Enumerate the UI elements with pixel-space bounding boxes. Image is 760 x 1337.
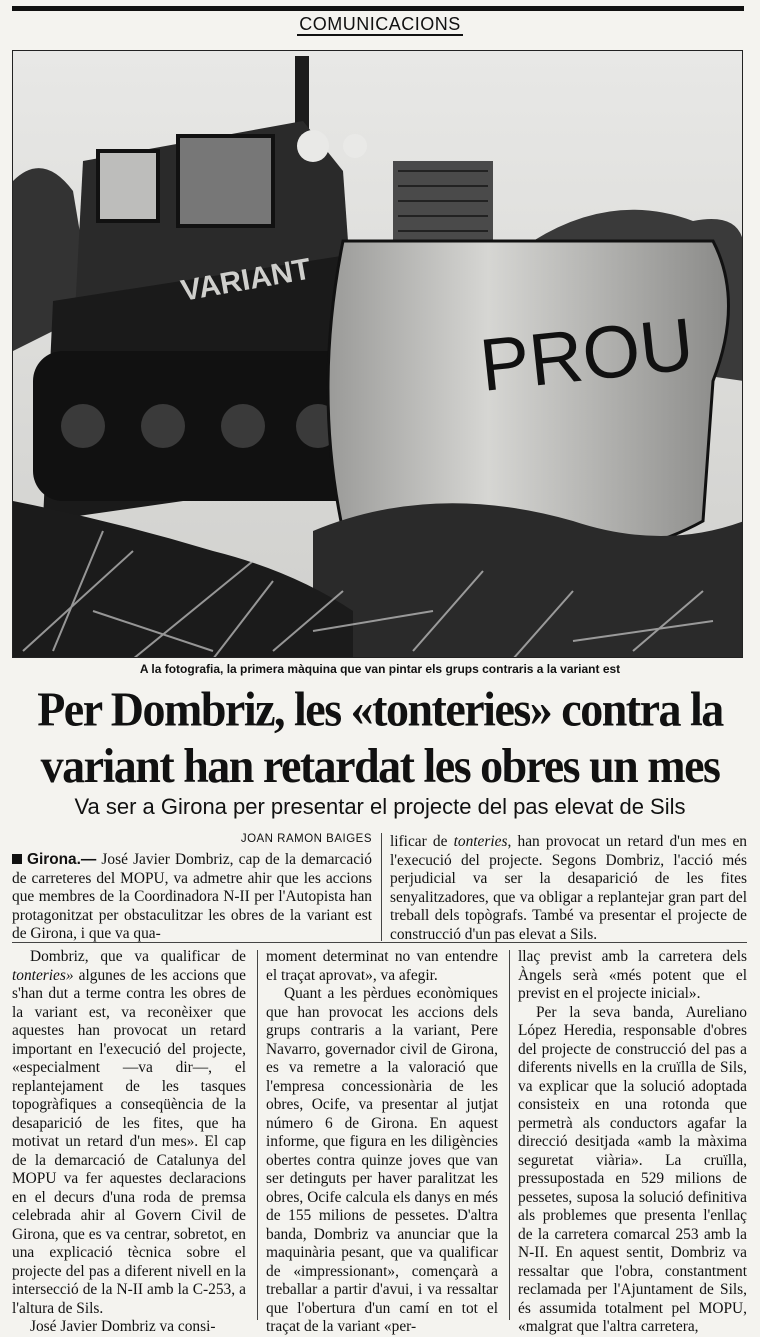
byline: JOAN RAMON BAIGES [240, 833, 372, 845]
svg-text:VARIANT: VARIANT [178, 252, 314, 308]
body-column-3 [518, 948, 747, 1337]
lead-text-b-prefix: lificar de [390, 833, 454, 850]
body-column-2 [266, 948, 498, 1337]
col3-text: llaç previst amb la carretera dels Àngels serà «més potent que el previst en el projecte inicial». [518, 948, 747, 1002]
column-divider [509, 950, 510, 1320]
column-divider [381, 833, 382, 941]
lead-text-a: José Javier Dombriz, cap de la demarcació de carreteres del MOPU, va admetre ahir que les accions que membres de la Coordinadora N-II per l'Autopista han protagonitzat per obstaculitzar les obres de la variant est de Girona, i que va qua- [12, 851, 372, 942]
photo-caption: A la fotografia, la primera màquina que van pintar els grups contraris a la variant est [139, 662, 621, 676]
lead-column-right [390, 833, 747, 944]
col1-text: algunes de les accions que s'han dut a terme contra les obres de la variant est, va reconèixer que aquestes han provocat un retard important en l'execució del projecte, «especialment —va dir—, el replantejament de les tasques topogràfiques a conseqüència de la desaparició de les fites, que ha motivat un retard d'un mes». El cap de la demarcació de Catalunya del MOPU va fer aquestes declaracions en el decurs d'una roda de premsa celebrada ahir al Govern Civil de Girona, que es va centrar, sobretot, en una explicació tècnica sobre el projecte del pas a diferent nivell en la intersecció de la N-II amb la C-253, a l'altura de Sils. [12, 966, 246, 1317]
headline-line-1: Per Dombriz, les «tonteries» contra la [37, 682, 723, 736]
col2-text: moment determinat no van entendre el traçat aprovat», va afegir. [266, 948, 498, 984]
column-divider [257, 950, 258, 1320]
col1-prefix: Dombriz, que va qualificar de [30, 948, 246, 965]
col2-text-2: Quant a les pèrdues econòmiques que han provocat les accions dels grups contraris a la variant, Pere Navarro, governador civil de Girona, es va remetre a la valoració que l'empresa concessionària de les obres, Ocife, va presentar al jutjat número 6 de Girona. En aquest informe, que figura en les diligències obertes contra quinze joves que van ser detinguts per haver paralitzat les obres, Ocife calcula els danys en més de 155 milions de pessetes. D'altra banda, Dombriz va anunciar que la maquinària pesant, que va qualificar de «impressionant», començarà a treballar a partir d'avui, i va ressaltar que l'obertura d'un camí en tot el traçat de la variant «per- [266, 985, 498, 1335]
lead-divider [12, 942, 747, 943]
col1-tail: José Javier Dombriz va consi- [30, 1318, 216, 1335]
subheadline: Va ser a Girona per presentar el projecte del pas elevat de Sils [74, 794, 686, 819]
dateline: Girona.— [27, 851, 97, 868]
lead-text-b-suffix: , han provocat un retard d'un mes en l'execució del projecte. Segons Dombriz, l'acció més perjudicial va ser la desaparició de les fites senyalitzadores, que va obligar a replantejar gran part del treball dels topògrafs. També va presentar el projecte de construcció d'un pas elevat a Sils. [390, 833, 747, 943]
news-photo [12, 50, 743, 658]
bulldozer-photo [13, 51, 743, 658]
lead-text-b-italic: tonteries [453, 833, 508, 850]
body-column-1 [12, 948, 246, 1337]
col3-text-2: Per la seva banda, Aureliano López Heredia, responsable d'obres del projecte de construcció del pas a diferents nivells en la cruïlla de Sils, va explicar que la solució adoptada consisteix en una rotonda que permetrà als conductors agafar la direcció desitjada «amb la màxima seguretat viària». La cruïlla, pressupostada en 529 milions de pessetes, suposa la solució definitiva als problemes que presenta l'enllaç de la carretera comarcal 253 amb la N-II. En aquest sentit, Dombriz va ressaltar que l'obra, constantment reclamada per l'Ajuntament de Sils, és assumida totalment pel MOPU, «malgrat que l'altra carretera, [518, 1003, 747, 1335]
top-rule [12, 6, 744, 11]
square-bullet-icon [12, 854, 22, 864]
headline-line-2: variant han retardat les obres un mes [40, 739, 720, 793]
col1-italic: tonteries» [12, 966, 74, 984]
svg-text:PROU: PROU [475, 302, 698, 407]
lead-column-left [12, 831, 372, 944]
section-title: COMUNICACIONS [299, 14, 461, 34]
headline [10, 681, 750, 794]
